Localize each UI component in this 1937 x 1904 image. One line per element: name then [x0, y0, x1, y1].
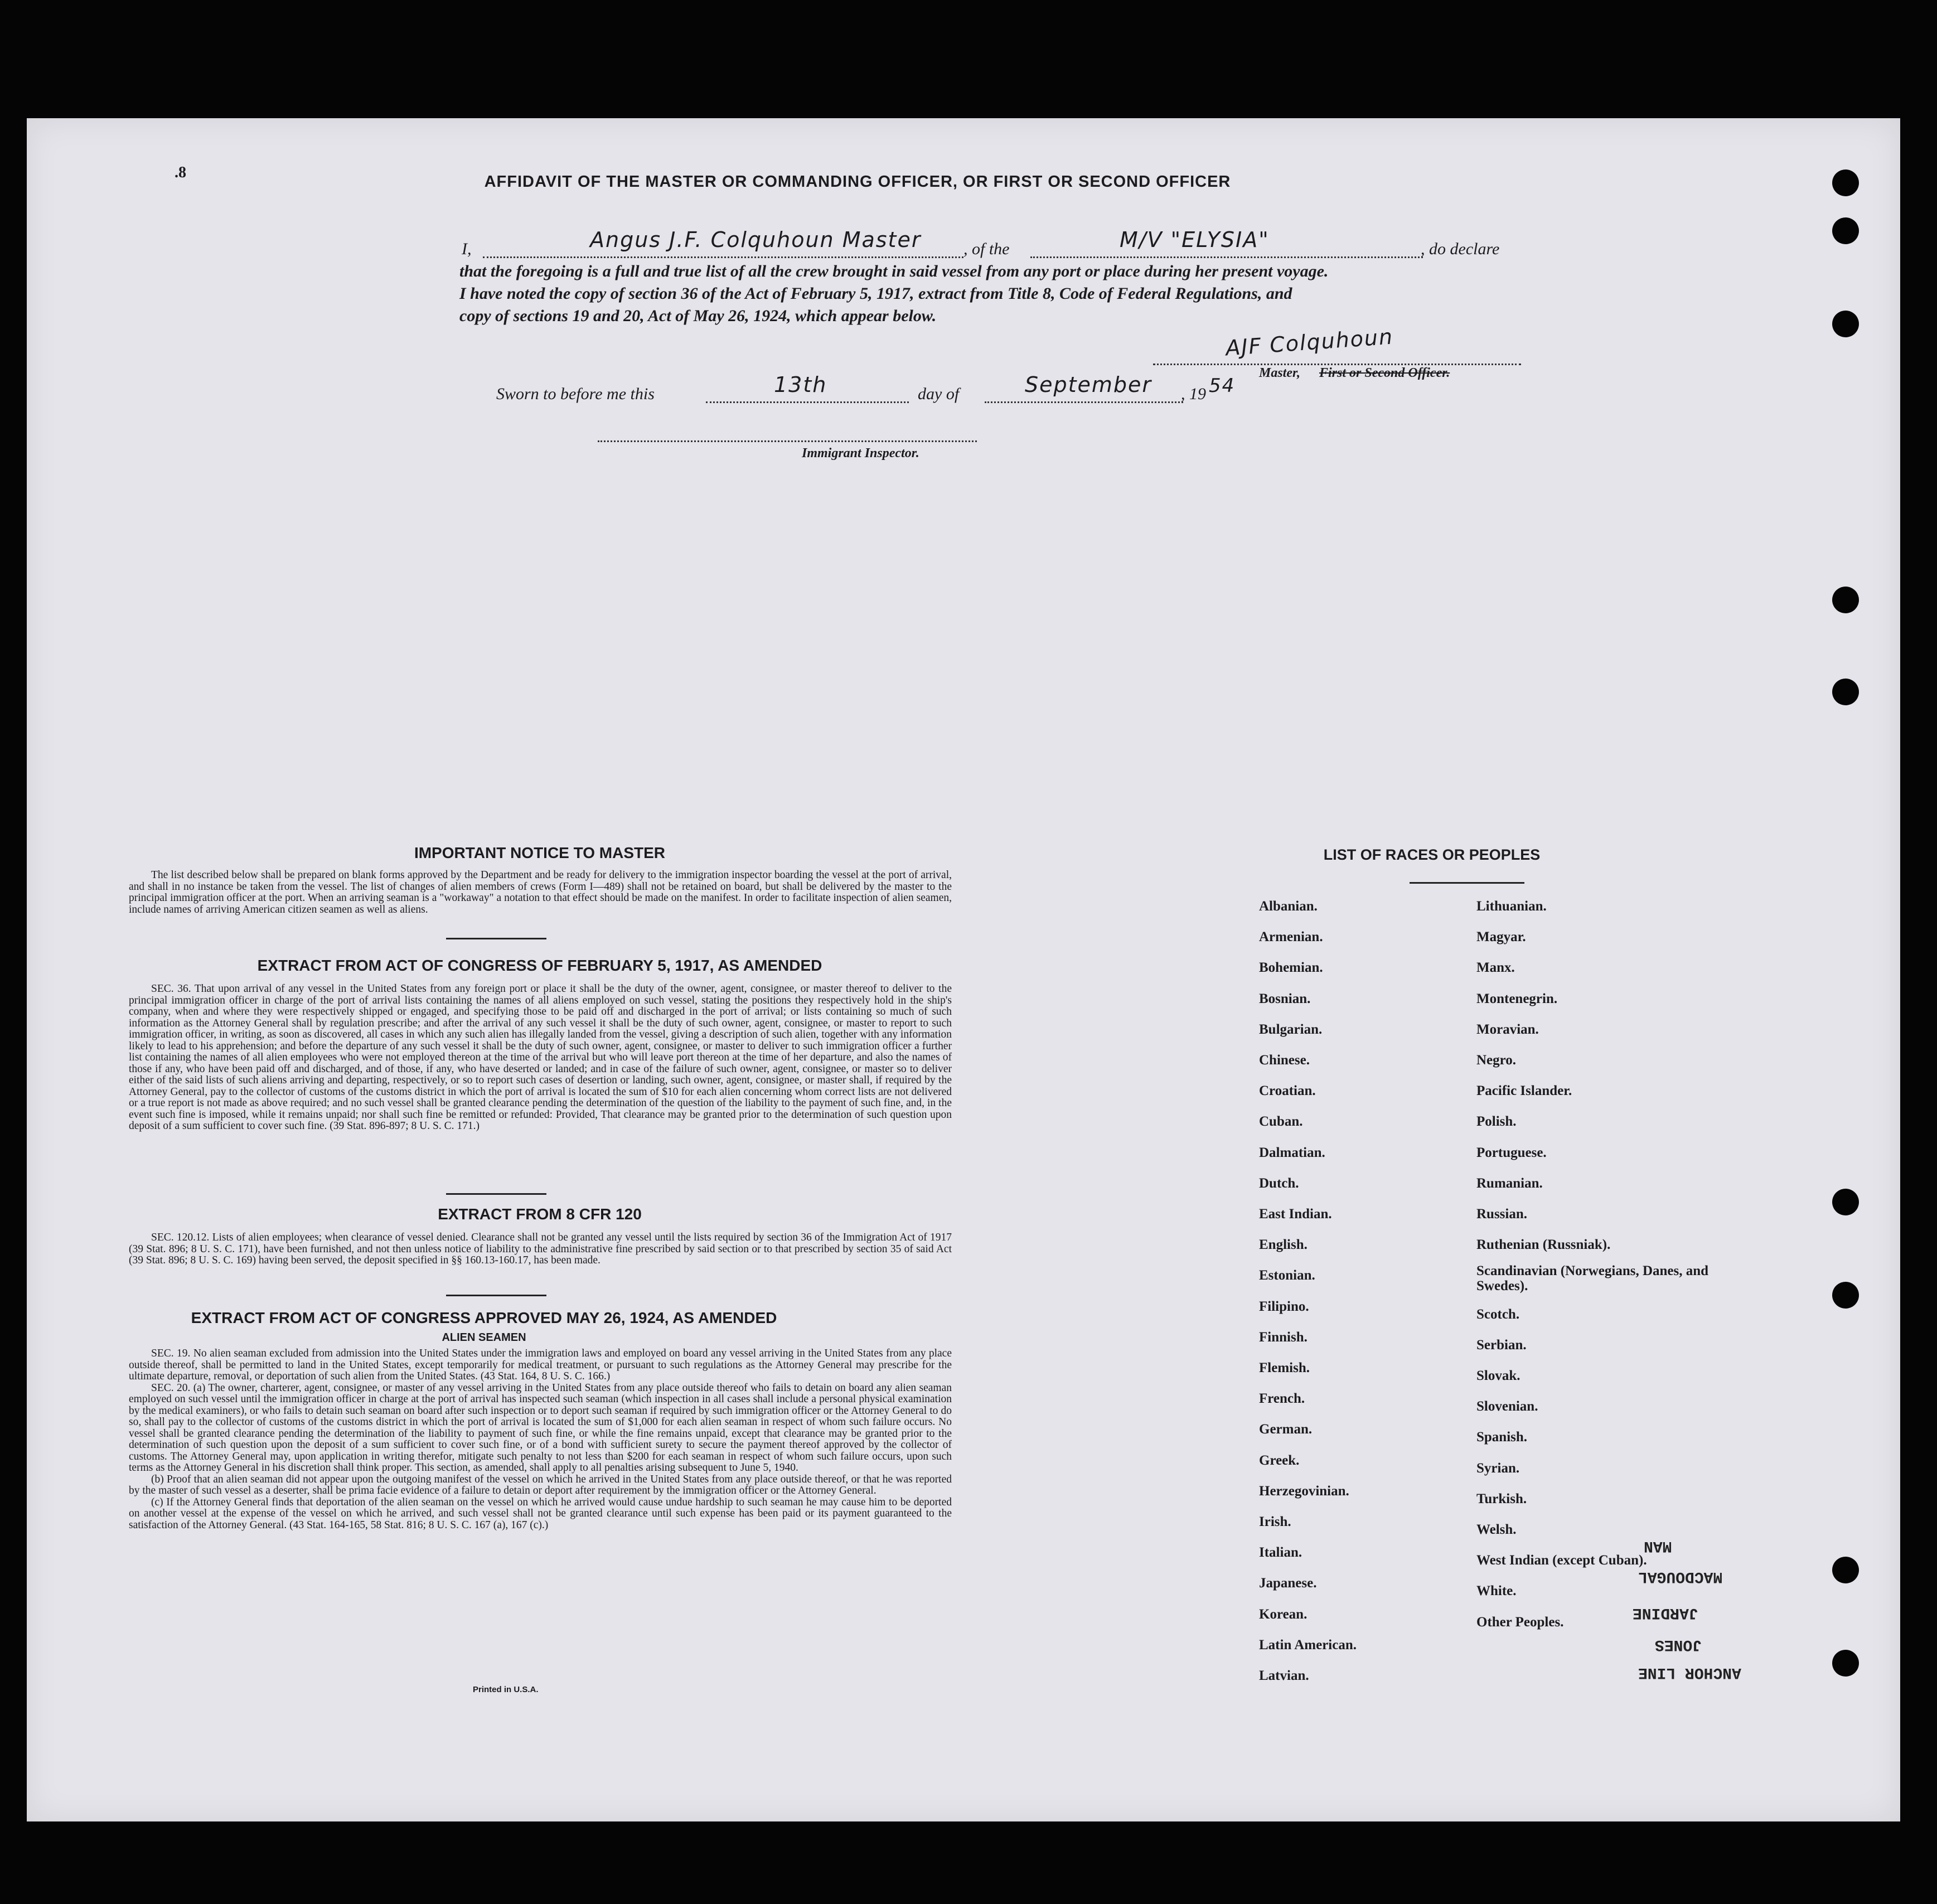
race-item: Montenegrin. [1476, 991, 1558, 1006]
race-item: Cuban. [1259, 1114, 1303, 1130]
race-item: Bohemian. [1259, 960, 1323, 976]
race-item: White. [1476, 1583, 1517, 1599]
extract-1917-title: EXTRACT FROM ACT OF CONGRESS OF FEBRUARY 5, 1917, AS AMENDED [257, 957, 822, 974]
race-item: Syrian. [1476, 1460, 1520, 1476]
alien-seamen-subtitle: ALIEN SEAMEN [442, 1331, 526, 1344]
declaration-line-3: copy of sections 19 and 20, Act of May 26, 1924, which appear below. [459, 307, 937, 325]
vessel-name-handwritten: M/V "ELYSIA" [1120, 227, 1270, 252]
stamp-text: MACDOUGAL [1638, 1568, 1723, 1585]
document-page [27, 118, 1900, 1821]
signature-dotted-line [1153, 364, 1521, 365]
race-item: Other Peoples. [1476, 1614, 1564, 1630]
race-item: Slovenian. [1476, 1399, 1538, 1414]
race-item: French. [1259, 1391, 1305, 1407]
race-item: Slovak. [1476, 1368, 1520, 1383]
binder-hole [1832, 1650, 1859, 1677]
race-item: Dutch. [1259, 1175, 1299, 1191]
extract-cfr-body [129, 1232, 952, 1267]
do-declare-label: , do declare [1421, 240, 1500, 258]
binder-hole [1832, 311, 1859, 337]
race-item: Negro. [1476, 1053, 1517, 1068]
race-item: Welsh. [1476, 1522, 1517, 1537]
extract-cfr-title: EXTRACT FROM 8 CFR 120 [438, 1205, 642, 1223]
binder-hole [1832, 587, 1859, 613]
vessel-dotted-line [1030, 256, 1423, 258]
affidavit-title: AFFIDAVIT OF THE MASTER OR COMMANDING OFFICER, OR FIRST OR SECOND OFFICER [484, 173, 1231, 191]
of-the-label: , of the [963, 240, 1010, 258]
race-item: Filipino. [1259, 1299, 1309, 1314]
page-mark: .8 [175, 164, 186, 181]
sec-20c-paragraph: (c) If the Attorney General finds that deportation of the alien seaman on the vessel on which he arrived would cause undue hardship to such seaman he may cause him to be deported on another vessel at the expense of the vessel on which he arrived, and such vessel shall not be granted clearance until such expense has been paid or its payment guaranteed to the satisfaction of the Attorney General. (43 Stat. 164-165, 58 Stat. 816; 8 U. S. C. 167 (a), 167 (c).) [129, 1496, 952, 1531]
race-item: Croatian. [1259, 1083, 1316, 1099]
race-item: Spanish. [1476, 1430, 1528, 1445]
race-item: Herzegovinian. [1259, 1483, 1349, 1499]
sworn-month-handwritten: September [1025, 372, 1152, 397]
race-item: Turkish. [1476, 1491, 1527, 1506]
divider-rule [446, 938, 546, 939]
race-item: Ruthenian (Russniak). [1476, 1237, 1611, 1253]
extract-1924-body [129, 1348, 952, 1531]
race-item: Irish. [1259, 1514, 1291, 1529]
i-label: I, [462, 240, 472, 258]
race-item: Polish. [1476, 1114, 1517, 1130]
race-item: Japanese. [1259, 1576, 1317, 1591]
stamp-text: JARDINE [1633, 1604, 1698, 1621]
race-item: Greek. [1259, 1452, 1300, 1468]
divider-rule [446, 1295, 546, 1296]
notice-title: IMPORTANT NOTICE TO MASTER [414, 844, 666, 861]
race-item: Scandinavian (Norwegians, Danes, and Swedes). [1476, 1263, 1709, 1294]
sec-20b-paragraph: (b) Proof that an alien seaman did not appear upon the outgoing manifest of the vessel on which he arrived in the United States from any place outside thereof, or that he was reported by the master of such vessel as a deserter, shall be prima facie evidence of a failure to detain or deport after requirement by the immigration officer or the Attorney General. [129, 1473, 952, 1496]
immigrant-inspector-label: Immigrant Inspector. [802, 446, 919, 461]
month-dotted-line [985, 401, 1183, 403]
stamp-text: ANCHOR LINE [1638, 1664, 1741, 1681]
master-label: Master, [1259, 366, 1301, 380]
sec-36-paragraph: SEC. 36. That upon arrival of any vessel in the United States from any foreign port or place it shall be the duty of the owner, agent, consignee, or master thereof to deliver to the principal immigration officer in charge of the port of arrival lists containing the names of all aliens employed on such vessel, stating the positions they respectively hold in the ship's company, when and where they were respectively shipped or engaged, and specifying those to be paid off and discharged in the port of arrival; or lists containing so much of such information as the Attorney General shall by regulation prescribe; and after the arrival of any such vessel it shall be the duty of such owner, agent, consignee, or master to report to such immigration officer, in writing, as soon as discovered, all cases in which any such alien has illegally landed from the vessel, giving a description of such alien, together with any information likely to lead to his apprehension; and before the departure of any such vessel it shall be the duty of such owner, agent, consignee, or master to deliver to such immigration officer a further list containing the names of all alien employees who were not employed thereon at the time of the arrival but who will leave port thereon at the time of her departure, and also the names of those if any, who have been paid off and discharged, and of those, if any, who have deserted or landed; and in case of the failure of such owner, agent, consignee, or master so to deliver either of the said lists of such aliens arriving and departing, respectively, or so to report such cases of desertion or landing, such owner, agent, consignee, or master shall, if required by the Attorney General, pay to the collector of customs of the customs district in which the port of arrival is located the sum of $10 for each alien concerning whom correct lists are not delivered or a true report is not made as above required; and no such vessel shall be granted clearance pending the determination of the question of the liability to the payment of such fine, and, in the event such fine is imposed, while it remains unpaid; nor shall such fine be remitted or refunded: Provided, That clearance may be granted prior to the determination of such question upon deposit of a sum sufficient to cover such fine. (39 Stat. 896-897; 8 U. S. C. 171.) [129, 983, 952, 1132]
race-item: Moravian. [1476, 1021, 1539, 1037]
race-item: Bulgarian. [1259, 1021, 1323, 1037]
notice-paragraph: The list described below shall be prepared on blank forms approved by the Department and be ready for delivery to the immigration inspector boarding the vessel at the port of arrival, and shall in no instance be taken from the vessel. The list of changes of alien members of crews (Form I—489) shall not be retained on board, but shall be delivered by the master to the principal immigration officer at the port. When an arriving seaman is a "workaway" a notation to that effect should be made on the manifest. In order to facilitate inspection of alien seamen, include names of arriving American citizen seamen as well as aliens. [129, 869, 952, 915]
inspector-dotted-line [598, 440, 977, 442]
race-item: Italian. [1259, 1545, 1302, 1561]
year-suffix-handwritten: 54 [1209, 375, 1236, 397]
race-item: Latin American. [1259, 1637, 1357, 1653]
printed-in-usa: Printed in U.S.A. [473, 1685, 539, 1694]
sec-20a-paragraph: SEC. 20. (a) The owner, charterer, agent, consignee, or master of any vessel arriving in the United States from any place outside thereof who fails to detain on board any alien seaman employed on such vessel until the immigration officer in charge at the port of arrival has inspected such seaman (which inspection in all cases shall include a personal physical examination by the medical examiners), or who fails to detain such seaman on board after such inspection or to deport such seaman if required by such immigration officer or the Attorney General to do so, shall pay to the collector of customs of the customs district in which the port of arrival is located the sum of $1,000 for each alien seaman in respect of whom such failure occurs. No vessel shall be granted clearance pending the determination of the liability to payment of such fine, or while the fine remains unpaid, except that clearance may be granted prior to the determination of such question upon the deposit of a sum sufficient to cover such fine, or of a bond with sufficient surety to secure the payment thereof approved by the collector of customs. The Attorney General may, upon application in writing therefor, mitigate such penalty to not less than $200 for each seaman in respect of whom such failure occurs, upon such terms as the Attorney General in his discretion shall think proper. This section, as amended, shall apply to all penalties arising subsequent to June 5, 1940. [129, 1382, 952, 1474]
race-item: Manx. [1476, 960, 1515, 976]
declaration-line-1: that the foregoing is a full and true list of all the crew brought in said vessel from any port or place during her present voyage. [459, 262, 1329, 280]
sec-120-12-paragraph: SEC. 120.12. Lists of alien employees; when clearance of vessel denied. Clearance shall not be granted any vessel until the lists required by section 36 of the Immigration Act of 1917 (39 Stat. 896; 8 U. S. C. 171), have been furnished, and not then unless notice of liability to the administrative fine prescribed by said section or to that prescribed by section 35 of said Act (39 Stat. 896; 8 U. S. C. 169) having been served, the deposit specified in §§ 160.13-160.17, has been made. [129, 1232, 952, 1266]
race-item: Lithuanian. [1476, 899, 1547, 914]
divider-rule [446, 1193, 546, 1195]
race-item: Russian. [1476, 1207, 1528, 1222]
extract-1924-title: EXTRACT FROM ACT OF CONGRESS APPROVED MAY 26, 1924, AS AMENDED [191, 1309, 777, 1326]
binder-hole [1832, 1557, 1859, 1583]
race-item: Armenian. [1259, 929, 1323, 945]
extract-1917-body [129, 984, 952, 1132]
race-item: Finnish. [1259, 1329, 1308, 1345]
sec-19-paragraph: SEC. 19. No alien seaman excluded from admission into the United States under the immigration laws and employed on board any vessel arriving in the United States from any place outside thereof, shall be permitted to land in the United States, except temporarily for medical treatment, or pursuant to such regulations as the Attorney General may prescribe for the ultimate departure, removal, or deportation of such alien from the United States. (43 Stat. 164, 8 U. S. C. 166.) [129, 1348, 952, 1382]
races-title-rule [1410, 882, 1524, 884]
race-item: Dalmatian. [1259, 1145, 1325, 1160]
race-item: Estonian. [1259, 1268, 1315, 1283]
notice-body [129, 870, 952, 915]
race-item: Serbian. [1476, 1337, 1527, 1353]
binder-hole [1832, 217, 1859, 244]
race-item: Flemish. [1259, 1360, 1310, 1375]
race-item: German. [1259, 1422, 1313, 1437]
struck-officer-label: First or Second Officer. [1319, 366, 1450, 380]
master-signature: AJF Colquhoun [1224, 324, 1394, 361]
race-item: Albanian. [1259, 899, 1318, 914]
race-item: Bosnian. [1259, 991, 1311, 1006]
sworn-label: Sworn to before me this [496, 385, 655, 403]
day-of-label: day of [918, 385, 960, 403]
master-name-handwritten: Angus J.F. Colquhoun Master [590, 227, 922, 252]
stamp-text: JONES [1655, 1636, 1702, 1653]
race-item: Korean. [1259, 1606, 1308, 1622]
declaration-line-2: I have noted the copy of section 36 of the Act of February 5, 1917, extract from Title 8, Code of Federal Regulations, and [459, 284, 1292, 303]
binder-hole [1832, 169, 1859, 196]
race-item: Chinese. [1259, 1053, 1310, 1068]
race-item: West Indian (except Cuban). [1476, 1553, 1647, 1568]
race-item: Pacific Islander. [1476, 1083, 1572, 1099]
race-item: East Indian. [1259, 1207, 1332, 1222]
name-dotted-line [483, 256, 963, 258]
race-item: Magyar. [1476, 929, 1526, 945]
day-dotted-line [706, 401, 909, 403]
race-item: Scotch. [1476, 1306, 1520, 1322]
race-item: Rumanian. [1476, 1175, 1543, 1191]
race-item: Latvian. [1259, 1668, 1309, 1683]
race-item: English. [1259, 1237, 1308, 1253]
binder-hole [1832, 1189, 1859, 1215]
race-item: Portuguese. [1476, 1145, 1547, 1160]
binder-hole [1832, 1282, 1859, 1309]
binder-hole [1832, 679, 1859, 705]
stamp-text: MAN [1644, 1537, 1672, 1554]
year-prefix: , 19 [1181, 385, 1206, 403]
races-title: LIST OF RACES OR PEOPLES [1323, 846, 1541, 863]
sworn-day-handwritten: 13th [774, 372, 827, 397]
